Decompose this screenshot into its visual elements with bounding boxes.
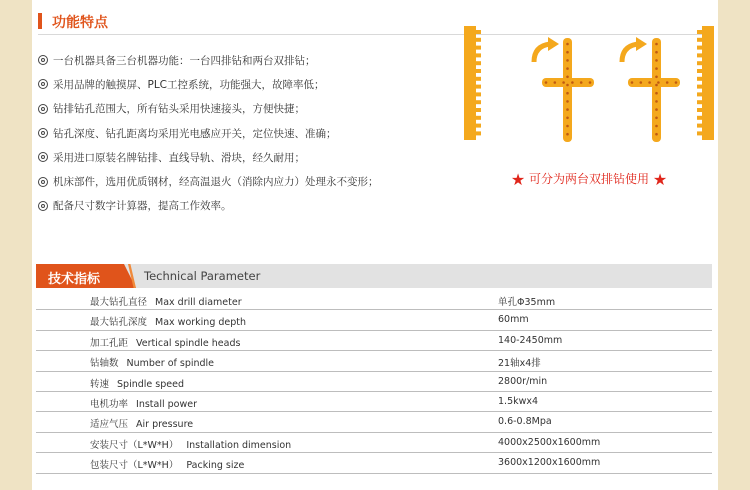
feature-item: [38, 121, 458, 145]
spindle-dot: [655, 76, 658, 79]
spindle-dot: [655, 133, 658, 136]
feature-text: 采用进口原装名牌钻排、直线导轨、滑块，经久耐用；: [53, 151, 305, 164]
drill-tooth: [697, 38, 702, 42]
feature-item: [38, 145, 458, 169]
spindle-dot: [566, 51, 569, 54]
drill-tooth: [476, 100, 481, 104]
drill-tooth: [697, 131, 702, 135]
spindle-dot: [655, 92, 658, 95]
param-label-cn: 电机功率: [90, 398, 129, 410]
drill-diagram: [462, 20, 716, 150]
drill-tooth: [697, 116, 702, 120]
param-label-en: Max drill diameter: [155, 297, 242, 308]
table-row: [36, 392, 712, 412]
spindle-dot: [640, 81, 643, 84]
param-label-cn: 加工孔距: [90, 337, 129, 349]
drill-tooth: [697, 85, 702, 89]
star-icon: ★: [510, 170, 526, 189]
feature-text: 机床部件，选用优质钢材，经高温退火（消除内应力）处理永不变形；: [53, 176, 379, 189]
bullet-icon: [38, 177, 48, 187]
spec-table: [36, 290, 712, 474]
feature-item: [38, 97, 458, 121]
spindle-dot: [566, 100, 569, 103]
feature-item: [38, 72, 458, 96]
drill-tooth: [697, 108, 702, 112]
drill-tooth: [697, 61, 702, 65]
param-label-cn: 钻轴数: [90, 358, 119, 370]
technical-header: [36, 264, 712, 288]
spindle-dot: [655, 67, 658, 70]
table-row: [36, 331, 712, 351]
technical-title: 技术指标: [48, 272, 101, 287]
param-value: 单孔Φ35mm: [498, 297, 556, 308]
right-drill-bar: [697, 26, 714, 140]
table-row: [36, 372, 712, 392]
param-label-en: Install power: [136, 398, 197, 410]
features-list: [38, 48, 458, 218]
param-label-en: Spindle speed: [117, 378, 184, 390]
param-value: 0.6-0.8Mpa: [498, 416, 552, 428]
spindle-dot: [580, 81, 583, 84]
spindle-dot: [566, 117, 569, 120]
drill-tooth: [476, 46, 481, 50]
spindle-dot: [554, 81, 557, 84]
param-label-en: Packing size: [186, 460, 245, 472]
technical-title-en: Technical Parameter: [144, 269, 261, 283]
param-label-en: Air pressure: [136, 419, 194, 431]
param-label: [90, 437, 291, 451]
drill-tooth: [476, 61, 481, 65]
spindle-dot: [657, 81, 660, 84]
drill-tooth: [476, 116, 481, 120]
cross-drill-right: [628, 38, 680, 142]
diagram-caption: [462, 170, 716, 189]
param-label-en: Number of spindle: [126, 358, 215, 370]
drill-tooth: [697, 77, 702, 81]
param-label: [90, 396, 197, 410]
drill-tooth: [476, 30, 481, 34]
drill-tooth: [476, 69, 481, 73]
feature-text: 配备尺寸数字计算器，提高工作效率。: [53, 200, 232, 213]
table-row: [36, 310, 712, 330]
drill-tooth: [697, 100, 702, 104]
table-row: [36, 290, 712, 310]
param-value: 21轴x4排: [498, 358, 541, 370]
bullet-icon: [38, 104, 48, 114]
spindle-dot: [566, 59, 569, 62]
param-label-cn: 安装尺寸（L*W*H）: [90, 439, 179, 451]
drill-tooth: [476, 92, 481, 96]
spindle-dot: [666, 81, 669, 84]
bullet-icon: [38, 201, 48, 211]
caption-text: 可分为两台双排钻使用: [528, 172, 649, 186]
param-label-en: Installation dimension: [186, 439, 292, 451]
drill-tooth: [476, 85, 481, 89]
param-label: [90, 376, 184, 390]
spindle-dot: [571, 81, 574, 84]
drill-tooth: [476, 77, 481, 81]
param-label: [90, 314, 246, 328]
spindle-dot: [566, 125, 569, 128]
spindle-dot: [631, 81, 634, 84]
table-row: [36, 412, 712, 432]
feature-text: 一台机器具备三台机器功能：一台四排钻和两台双排钻；: [53, 54, 316, 67]
spindle-dot: [648, 81, 651, 84]
table-row: [36, 453, 712, 473]
param-label-en: Vertical spindle heads: [136, 337, 241, 349]
spindle-dot: [566, 133, 569, 136]
param-label-en: Max working depth: [155, 317, 247, 329]
param-value: 1.5kwx4: [498, 395, 539, 407]
param-label-cn: 最大钻孔深度: [90, 317, 148, 329]
drill-tooth: [697, 53, 702, 57]
drill-tooth: [476, 124, 481, 128]
spindle-dot: [589, 81, 592, 84]
spindle-dot: [566, 92, 569, 95]
spindle-dot: [655, 108, 658, 111]
param-value: 2800r/min: [498, 375, 548, 387]
spindle-dot: [655, 84, 658, 87]
feature-text: 钻排钻孔范围大，所有钻头采用快速接头，方便快捷；: [53, 103, 305, 116]
spindle-dot: [545, 81, 548, 84]
param-label-cn: 转速: [90, 378, 110, 390]
header-accent-bar: [38, 13, 42, 29]
star-icon: ★: [652, 170, 668, 189]
param-label-cn: 包装尺寸（L*W*H）: [90, 460, 179, 472]
spindle-dot: [566, 76, 569, 79]
drill-tooth: [697, 46, 702, 50]
param-label: [90, 355, 214, 369]
bullet-icon: [38, 79, 48, 89]
drill-tooth: [697, 92, 702, 96]
spindle-dot: [562, 81, 565, 84]
param-value: 60mm: [498, 314, 529, 326]
spindle-dot: [655, 125, 658, 128]
param-label: [90, 294, 242, 308]
content-panel: [32, 0, 718, 490]
rotate-arrow-icon: [622, 37, 647, 62]
feature-text: 钻孔深度、钻孔距离均采用光电感应开关，定位快速、准确；: [53, 127, 337, 140]
drill-tooth: [476, 131, 481, 135]
spindle-dot: [655, 59, 658, 62]
spindle-dot: [566, 67, 569, 70]
param-label: [90, 457, 244, 471]
spindle-dot: [655, 117, 658, 120]
rotate-arrow-icon: [534, 37, 559, 62]
spindle-dot: [655, 43, 658, 46]
param-label-cn: 适应气压: [90, 419, 129, 431]
feature-item: [38, 48, 458, 72]
feature-item: [38, 169, 458, 193]
drill-tooth: [476, 38, 481, 42]
spindle-dot: [566, 84, 569, 87]
drill-tooth: [476, 53, 481, 57]
spindle-dot: [655, 51, 658, 54]
bullet-icon: [38, 128, 48, 138]
drill-tooth: [697, 69, 702, 73]
feature-item: [38, 194, 458, 218]
header-background: [36, 264, 712, 288]
drill-tooth: [697, 124, 702, 128]
table-row: [36, 351, 712, 371]
drill-tooth: [476, 108, 481, 112]
drill-tooth: [697, 30, 702, 34]
param-value: 140-2450mm: [498, 334, 563, 346]
left-drill-bar: [464, 26, 481, 140]
param-value: 4000x2500x1600mm: [498, 436, 601, 448]
param-value: 3600x1200x1600mm: [498, 457, 601, 469]
spindle-dot: [566, 43, 569, 46]
spindle-dot: [675, 81, 678, 84]
table-row: [36, 433, 712, 453]
spindle-dot: [655, 100, 658, 103]
spindle-dot: [566, 108, 569, 111]
bullet-icon: [38, 152, 48, 162]
bullet-icon: [38, 55, 48, 65]
param-label-cn: 最大钻孔直径: [90, 297, 148, 308]
cross-drill-left: [542, 38, 594, 142]
param-label: [90, 416, 193, 430]
param-label: [90, 335, 240, 349]
features-title: 功能特点: [52, 15, 108, 31]
feature-text: 采用品牌的触摸屏、PLC工控系统，功能强大，故障率低；: [53, 78, 325, 91]
